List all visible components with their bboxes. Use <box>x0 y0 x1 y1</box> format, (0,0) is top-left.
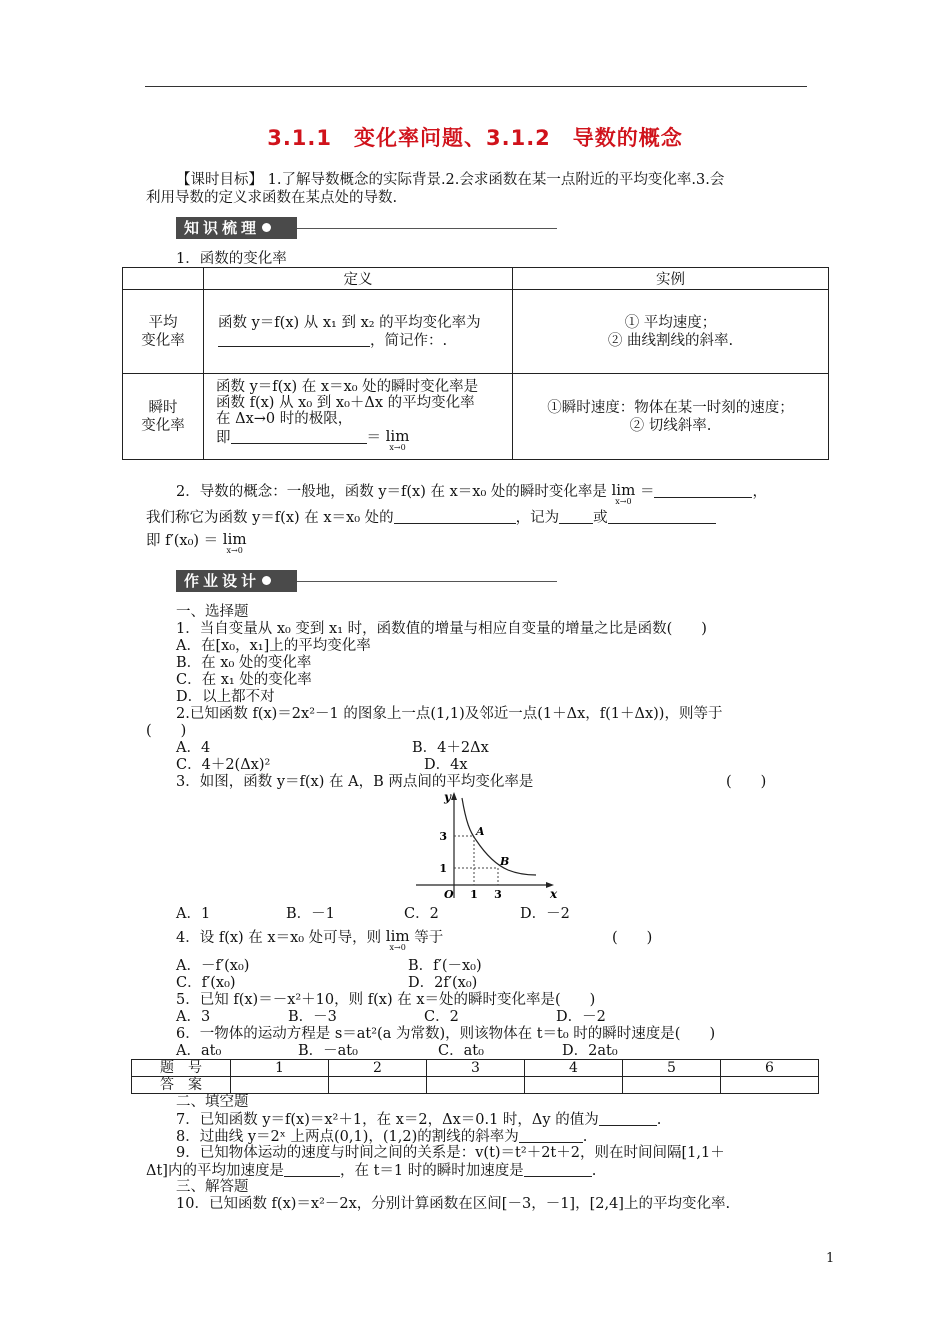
row1-ex-a: ① 平均速度； <box>624 314 717 331</box>
q3-paren: ( ) <box>726 774 767 790</box>
banner-rule <box>297 228 557 229</box>
answer-cell[interactable] <box>721 1077 819 1094</box>
page-title: 3.1.1 变化率问题、3.1.2 导数的概念 <box>267 126 683 150</box>
question-number: 1 <box>231 1060 329 1077</box>
blank <box>218 332 370 347</box>
y-axis-label: y <box>444 790 451 804</box>
bullet-dot-icon <box>262 223 271 232</box>
q3-option-b: B．－1 <box>286 906 335 922</box>
answer-cell[interactable] <box>231 1077 329 1094</box>
row1-def-b: ，简记作：. <box>370 332 448 349</box>
item2-line-1: 2．导数的概念：一般地，函数 y＝f(x) 在 x＝x₀ 处的瞬时变化率是 lim x→0 ＝ ， <box>176 481 767 506</box>
question-number: 2 <box>329 1060 427 1077</box>
objective-line-2: 利用导数的定义求函数在某点处的导数. <box>146 190 398 206</box>
banner-label: 作业设计 <box>184 572 261 590</box>
q6-stem: 6．一物体的运动方程是 s＝at²(a 为常数)，则该物体在 t＝t₀ 时的瞬时速度是( ) <box>176 1026 716 1042</box>
blank <box>599 1111 657 1126</box>
q6-option-d: D．2at₀ <box>562 1043 618 1059</box>
q5-option-a: A．3 <box>176 1009 211 1025</box>
q4-option-d: D．2f′(x₀) <box>408 975 478 991</box>
row2-definition <box>204 374 513 460</box>
answer-table <box>131 1059 819 1094</box>
row1-label-a: 平均 <box>148 314 178 331</box>
row2-label-b: 变化率 <box>141 417 185 434</box>
blank <box>654 483 752 498</box>
q3-graph <box>410 788 570 900</box>
q5-option-d: D．－2 <box>556 1009 606 1025</box>
q5-stem: 5．已知 f(x)＝－x²＋10，则 f(x) 在 x＝处的瞬时变化率是( ) <box>176 992 596 1008</box>
blank <box>524 1162 592 1177</box>
q6-option-c: C．at₀ <box>438 1043 484 1059</box>
x-tick-3: 3 <box>494 888 502 900</box>
q7-stem: 7．已知函数 y＝f(x)＝x²＋1，在 x＝2，Δx＝0.1 时，Δy 的值为 . <box>176 1112 662 1128</box>
row2-def-d1: 即 <box>216 430 231 446</box>
limit-symbol: lim x→0 <box>385 927 410 952</box>
row1-example <box>513 290 829 374</box>
part3-heading: 三、解答题 <box>176 1179 249 1195</box>
q1-option-a: A．在[x₀，x₁]上的平均变化率 <box>176 638 371 654</box>
q4-stem: 4．设 f(x) 在 x＝x₀ 处可导，则 lim x→0 等于 <box>176 927 444 952</box>
row1-ex-b: ② 曲线割线的斜率. <box>607 332 734 349</box>
item2-line-3: 即 f′(x₀) ＝ lim x→0 <box>146 530 247 555</box>
limit-symbol: lim x→0 <box>611 481 636 506</box>
answer-cell[interactable] <box>623 1077 721 1094</box>
blank <box>608 509 716 524</box>
item1-heading: 1．函数的变化率 <box>176 251 287 267</box>
q4-option-b: B．f′(－x₀) <box>408 958 482 974</box>
col-example-header: 实例 <box>513 268 829 290</box>
part1-heading: 一、选择题 <box>176 604 249 620</box>
row2-ex-b: ② 切线斜率. <box>629 417 712 434</box>
limit-symbol: lim x→0 <box>222 530 247 555</box>
answer-row-label-answer: 答 案 <box>132 1077 231 1094</box>
answer-cell[interactable] <box>525 1077 623 1094</box>
item2-line-2: 我们称它为函数 y＝f(x) 在 x＝x₀ 处的 ，记为 或 <box>146 509 716 527</box>
blank <box>394 509 516 524</box>
row2-def-a: 函数 y＝f(x) 在 x＝x₀ 处的瞬时变化率是 <box>216 379 479 395</box>
q3-option-c: C．2 <box>404 906 439 922</box>
origin-label: O <box>444 888 454 900</box>
q1-option-b: B．在 x₀ 处的变化率 <box>176 655 312 671</box>
section-banner-knowledge <box>176 217 297 239</box>
answer-cell[interactable] <box>427 1077 525 1094</box>
question-number: 4 <box>525 1060 623 1077</box>
x-tick-1: 1 <box>470 888 478 900</box>
col-definition-header: 定义 <box>204 268 513 290</box>
row2-label <box>123 374 204 460</box>
q2-paren: ( ) <box>146 723 187 739</box>
row2-label-a: 瞬时 <box>148 399 178 416</box>
y-tick-3: 3 <box>439 830 447 843</box>
row1-label-b: 变化率 <box>141 332 185 349</box>
y-tick-1: 1 <box>439 862 447 875</box>
q2-option-b: B．4＋2Δx <box>412 740 489 756</box>
objective-line-1: 【课时目标】 1.了解导数概念的实际背景.2.会求函数在某一点附近的平均变化率.3.会 <box>176 172 725 188</box>
question-number: 6 <box>721 1060 819 1077</box>
point-b-label: B <box>500 855 510 868</box>
row1-definition <box>204 290 513 374</box>
page-number: 1 <box>826 1251 835 1266</box>
row2-def-c: 在 Δx→0 时的极限， <box>216 411 353 427</box>
bullet-dot-icon <box>262 576 271 585</box>
blank <box>559 509 593 524</box>
row2-def-d2: ＝ <box>366 430 381 446</box>
q1-option-d: D．以上都不对 <box>176 689 275 705</box>
answer-cell[interactable] <box>329 1077 427 1094</box>
q2-option-d: D．4x <box>424 757 468 773</box>
row1-def-a: 函数 y＝f(x) 从 x₁ 到 x₂ 的平均变化率为 <box>218 314 481 331</box>
q6-option-b: B．－at₀ <box>298 1043 358 1059</box>
q4-option-c: C．f′(x₀) <box>176 975 236 991</box>
q5-option-c: C．2 <box>424 1009 459 1025</box>
y-axis-arrow-icon <box>451 792 457 800</box>
limit-symbol: lim x→0 <box>385 427 410 452</box>
q9-stem: 9．已知物体运动的速度与时间之间的关系是：v(t)＝t²＋2t＋2，则在时间间隔[1,1＋ <box>176 1145 725 1161</box>
q2-option-c: C．4＋2(Δx)² <box>176 757 271 773</box>
q5-option-b: B．－3 <box>288 1009 337 1025</box>
section-banner-homework <box>176 570 297 592</box>
q4-paren: ( ) <box>612 930 653 946</box>
blank <box>231 429 367 444</box>
row1-label <box>123 290 204 374</box>
x-axis-label: x <box>550 887 558 900</box>
question-number: 5 <box>623 1060 721 1077</box>
q3-stem: 3．如图，函数 y＝f(x) 在 A，B 两点间的平均变化率是 <box>176 774 534 790</box>
q1-option-c: C．在 x₁ 处的变化率 <box>176 672 312 688</box>
blank <box>519 1128 583 1143</box>
q6-option-a: A．at₀ <box>176 1043 222 1059</box>
q1-stem: 1．当自变量从 x₀ 变到 x₁ 时，函数值的增量与相应自变量的增量之比是函数( ) <box>176 621 707 637</box>
header-rule <box>145 86 807 87</box>
banner-label: 知识梳理 <box>184 219 261 237</box>
q4-option-a: A．－f′(x₀) <box>176 958 250 974</box>
q2-option-a: A．4 <box>176 740 211 756</box>
row2-example <box>513 374 829 460</box>
q10-stem: 10．已知函数 f(x)＝x²－2x，分别计算函数在区间[－3，－1]，[2,4]上的平均变化率. <box>176 1196 731 1212</box>
point-a-label: A <box>476 825 485 838</box>
q3-option-a: A．1 <box>176 906 211 922</box>
question-number: 3 <box>427 1060 525 1077</box>
q3-option-d: D．－2 <box>520 906 570 922</box>
blank <box>284 1162 340 1177</box>
q8-stem: 8．过曲线 y＝2ˣ 上两点(0,1)，(1,2)的割线的斜率为 . <box>176 1129 588 1145</box>
answer-row-label-number: 题 号 <box>132 1060 231 1077</box>
row2-ex-a: ①瞬时速度：物体在某一时刻的速度； <box>547 399 794 416</box>
rate-definition-table <box>122 267 829 460</box>
row2-def-b: 函数 f(x) 从 x₀ 到 x₀＋Δx 的平均变化率 <box>216 395 475 411</box>
curve <box>462 798 536 875</box>
part2-heading: 二、填空题 <box>176 1094 249 1110</box>
q2-stem: 2.已知函数 f(x)＝2x²－1 的图象上一点(1,1)及邻近一点(1＋Δx，f(1＋Δx))，则等于 <box>176 706 723 722</box>
q9-line-2: Δt]内的平均加速度是 ，在 t＝1 时的瞬时加速度是 . <box>146 1163 597 1179</box>
banner-rule <box>297 581 557 582</box>
